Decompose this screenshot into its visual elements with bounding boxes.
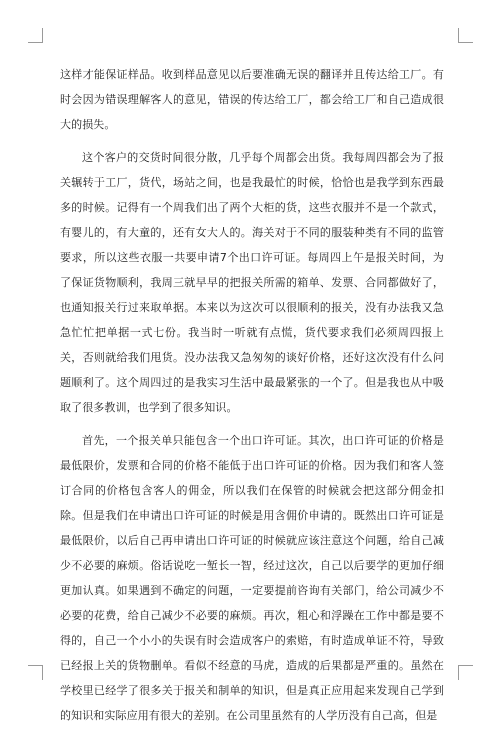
crop-mark-bottom-left — [28, 665, 43, 680]
crop-mark-top-right — [458, 28, 473, 43]
crop-mark-top-left — [28, 28, 43, 43]
crop-mark-bottom-right — [458, 665, 473, 680]
paragraph: 这个客户的交货时间很分散，几乎每个周都会出货。我每周四都会为了报关辗转于工厂，货代，场站之间，也是我最忙的时候，恰恰也是我学到东西最多的时候。记得有一个周我们出了两个大柜的货，这些衣服并不是一个款式，有婴儿的，有大童的，还有女大人的。海关对于不同的服装种类有不同的监管要求，所以这些衣服一共要申请7个出口许可证。每周四上午是报关时间，为了保证货物顺利，我周三就早早的把报关所需的箱单、发票、合同都做好了，也通知报关行过来取单据。本来以为这次可以很顺利的报关，没有办法我又急急忙忙把单据一式七份。我当时一听就有点慌，货代要求我们必须周四报上关，否则就给我们甩货。没办法我又急匆匆的谈好价格，还好这次没有什么问题顺利了。这个周四过的是我实习生活中最最紧张的一个了。但是我也从中吸取了很多教训，也学到了很多知识。 — [60, 151, 444, 414]
paragraph: 首先，一个报关单只能包含一个出口许可证。其次，出口许可证的价格是最低限价，发票和合同的价格不能低于出口许可证的价格。因为我们和客人签订合同的价格包含客人的佣金，所以我们在保管的时候就会把这部分佣金扣除。但是我们在申请出口许可证的时候是用含佣价申请的。既然出口许可证是最低限价，以后自己再申请出口许可证的时候就应该注意这个问题，给自己减少不必要的麻烦。俗话说吃一堑长一智，经过这次，自己以后要学的更加仔细更加认真。如果遇到不确定的问题，一定要提前咨询有关部门，给公司减少不必要的花费，给自己减少不必要的麻烦。再次，粗心和浮躁在工作中都是要不得的，自己一个小小的失误有时会造成客户的索赔，有时造成单证不符，导致已经报上关的货物删单。看似不经意的马虎，造成的后果都是严重的。虽然在学校里已经学了很多关于报关和制单的知识，但是真正应用起来发现自己学到的知识和实际应用有很大的差别。在公司里虽然有的人学历没有自己高，但是 — [60, 434, 444, 722]
paragraph: 这样才能保证样品。收到样品意见以后要准确无误的翻译并且传达给工厂。有时会因为错误理解客人的意见，错误的传达给工厂，都会给工厂和自己造成很大的损失。 — [60, 68, 444, 131]
document-body — [60, 62, 444, 736]
